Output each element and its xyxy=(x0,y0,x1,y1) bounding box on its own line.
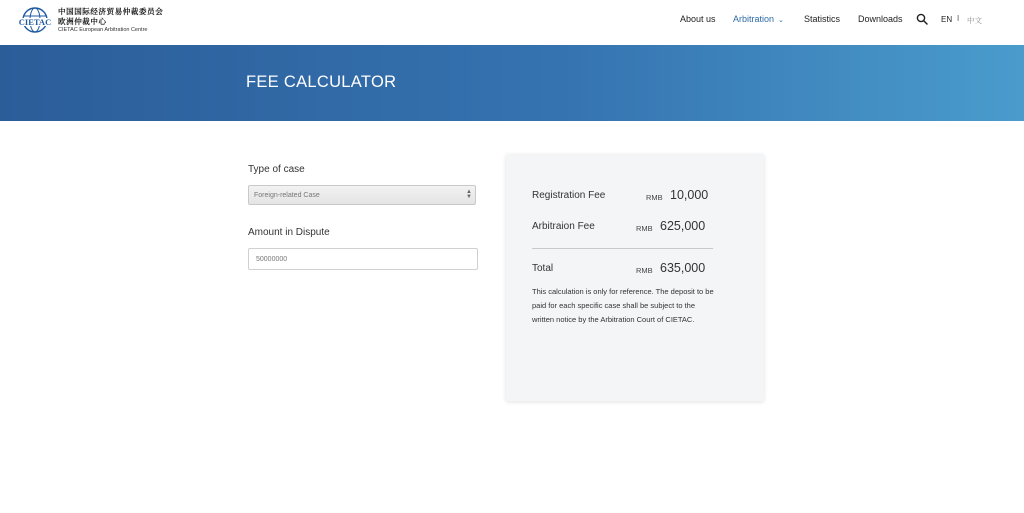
divider xyxy=(532,248,713,249)
amount-in-dispute-value: 50000000 xyxy=(256,256,288,263)
reference-note: This calculation is only for reference. The deposit to be paid for each specific case shall be subject to the written notice by the Arbitration Court of CIETAC. xyxy=(532,287,714,324)
nav-statistics[interactable]: Statistics xyxy=(804,14,841,24)
lang-en[interactable]: EN xyxy=(941,15,953,24)
page-banner xyxy=(0,45,1024,121)
arbitration-fee-currency: RMB xyxy=(636,224,653,233)
arbitration-fee-label: Arbitraion Fee xyxy=(532,221,595,232)
registration-fee-amount: 10,000 xyxy=(670,188,709,202)
amount-in-dispute-label: Amount in Dispute xyxy=(248,227,330,238)
select-arrows-icon: ▲ ▼ xyxy=(466,189,472,200)
cietac-logo-icon xyxy=(18,7,52,35)
nav-about-us[interactable]: About us xyxy=(680,14,716,24)
chevron-down-icon: ⌄ xyxy=(778,17,784,24)
registration-fee-currency: RMB xyxy=(646,193,663,202)
logo-abbr: CIETAC xyxy=(18,17,52,27)
type-of-case-select[interactable] xyxy=(248,185,476,205)
page-title: FEE CALCULATOR xyxy=(246,73,397,91)
lang-separator: I xyxy=(957,14,960,23)
logo-en-line: CIETAC European Arbitration Centre xyxy=(58,27,148,34)
total-amount: 635,000 xyxy=(660,261,706,275)
nav-arbitration-label: Arbitration xyxy=(733,14,775,24)
total-currency: RMB xyxy=(636,266,653,275)
amount-in-dispute-input[interactable] xyxy=(248,248,478,270)
registration-fee-label: Registration Fee xyxy=(532,190,606,201)
total-label: Total xyxy=(532,263,554,274)
nav-downloads[interactable]: Downloads xyxy=(858,14,903,24)
type-of-case-label: Type of case xyxy=(248,164,305,175)
arbitration-fee-amount: 625,000 xyxy=(660,219,706,233)
site-logo[interactable] xyxy=(18,6,163,36)
fee-result-panel xyxy=(506,154,764,401)
type-of-case-value: Foreign-related Case xyxy=(254,192,320,199)
nav-arbitration[interactable] xyxy=(733,14,784,24)
logo-cn-line2: 欧洲仲裁中心 xyxy=(58,16,107,26)
search-icon[interactable] xyxy=(916,13,928,25)
lang-cn[interactable]: 中文 xyxy=(967,16,982,25)
logo-text xyxy=(58,8,163,34)
logo-cn-line1: 中国国际经济贸易仲裁委员会 xyxy=(58,7,164,17)
site-header xyxy=(0,0,1024,45)
